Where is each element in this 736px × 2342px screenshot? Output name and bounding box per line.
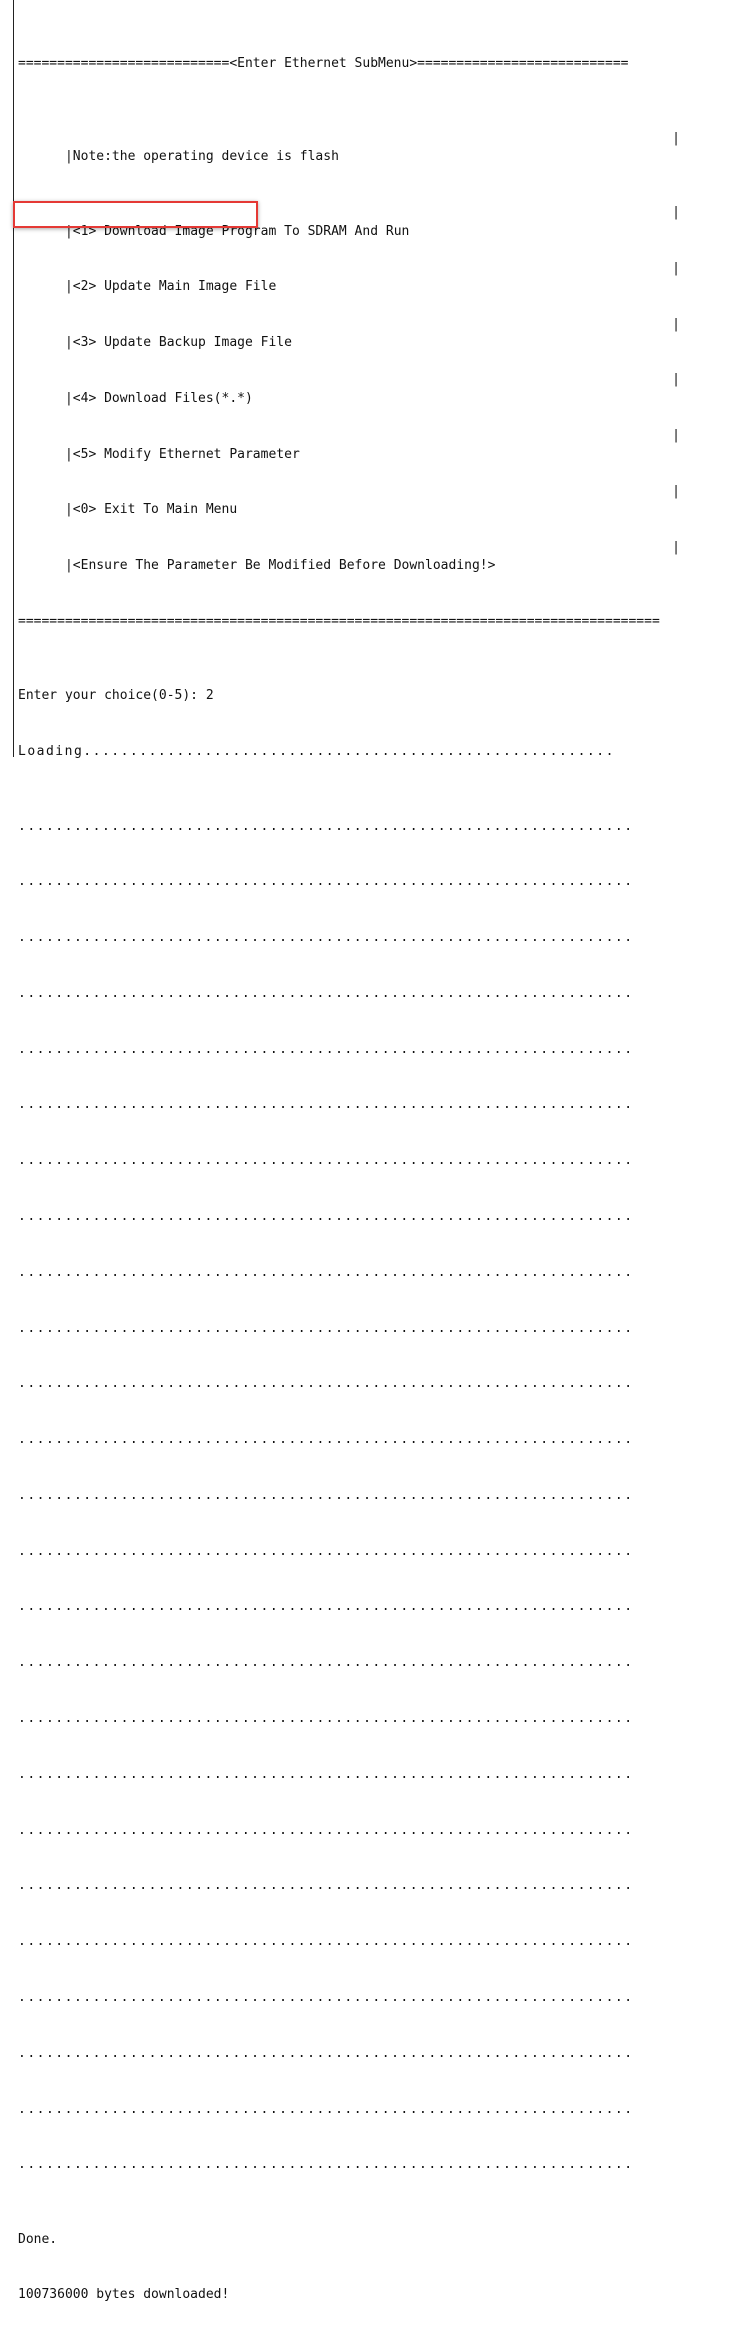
menu-item-2-line xyxy=(18,260,728,295)
progress-line: .................................................................. xyxy=(18,1822,634,1838)
progress-line: .................................................................. xyxy=(18,2157,634,2173)
menu-right-border: | xyxy=(672,316,680,332)
progress-line: .................................................................. xyxy=(18,1878,634,1894)
progress-line: .................................................................. xyxy=(18,1320,634,1336)
menu-item-0-line xyxy=(18,483,728,518)
progress-line: .................................................................. xyxy=(18,1989,634,2005)
progress-line: .................................................................. xyxy=(18,1655,634,1671)
progress-line: .................................................................. xyxy=(18,1097,634,1113)
progress-line: .................................................................. xyxy=(18,874,634,890)
progress-line: .................................................................. xyxy=(18,1432,634,1448)
menu-item-2: |<2> Update Main Image File xyxy=(64,279,277,295)
progress-line: .................................................................. xyxy=(18,1599,634,1615)
progress-line: .................................................................. xyxy=(18,930,634,946)
menu-right-border: | xyxy=(672,204,680,220)
progress-line: .................................................................. xyxy=(18,2101,634,2117)
menu-right-border: | xyxy=(672,483,680,499)
menu-header: ===========================<Enter Ethernet SubMenu>=========================== xyxy=(18,56,629,72)
loading-line: Loading......................................................... xyxy=(18,744,615,760)
menu-right-border: | xyxy=(672,260,680,276)
progress-line: .................................................................. xyxy=(18,1766,634,1782)
choice-prompt[interactable]: Enter your choice(0-5): 2 xyxy=(18,688,214,704)
menu-right-border: | xyxy=(672,372,680,388)
done-message: Done. xyxy=(18,2231,58,2247)
menu-item-3-line xyxy=(18,316,728,351)
menu-item-4-line xyxy=(18,371,728,406)
menu-right-border: | xyxy=(672,539,680,555)
progress-line: .................................................................. xyxy=(18,1209,634,1224)
menu-footer: ================================================================================== xyxy=(18,614,660,629)
download-result: 100736000 bytes downloaded! xyxy=(18,2287,230,2303)
progress-line: .................................................................. xyxy=(18,1264,634,1280)
menu-item-1-line xyxy=(18,204,728,239)
progress-line: .................................................................. xyxy=(18,1487,634,1503)
menu-item-0: |<0> Exit To Main Menu xyxy=(64,502,238,518)
menu-warning: |<Ensure The Parameter Be Modified Before Downloading!> xyxy=(64,558,496,574)
console-output xyxy=(18,18,728,2342)
menu-item-3: |<3> Update Backup Image File xyxy=(64,335,292,351)
progress-line: .................................................................. xyxy=(18,1041,634,1057)
progress-line: .................................................................. xyxy=(18,1711,634,1727)
menu-item-1: |<1> Download Image Program To SDRAM And Run xyxy=(64,223,410,239)
menu-right-border: | xyxy=(672,428,680,444)
menu-item-4: |<4> Download Files(*.*) xyxy=(64,390,253,406)
progress-line: .................................................................. xyxy=(18,1376,634,1392)
menu-warning-line xyxy=(18,539,728,574)
progress-line: .................................................................. xyxy=(18,818,634,834)
menu-note-line xyxy=(18,130,728,165)
menu-right-border: | xyxy=(672,130,680,146)
progress-line: .................................................................. xyxy=(18,1153,634,1169)
progress-line: .................................................................. xyxy=(18,1934,634,1950)
left-border xyxy=(13,0,14,757)
progress-line: .................................................................. xyxy=(18,2045,634,2061)
progress-line: .................................................................. xyxy=(18,985,634,1001)
menu-item-5: |<5> Modify Ethernet Parameter xyxy=(64,446,300,462)
menu-note: |Note:the operating device is flash xyxy=(64,149,339,165)
menu-item-5-line xyxy=(18,427,728,462)
progress-line: .................................................................. xyxy=(18,1543,634,1559)
